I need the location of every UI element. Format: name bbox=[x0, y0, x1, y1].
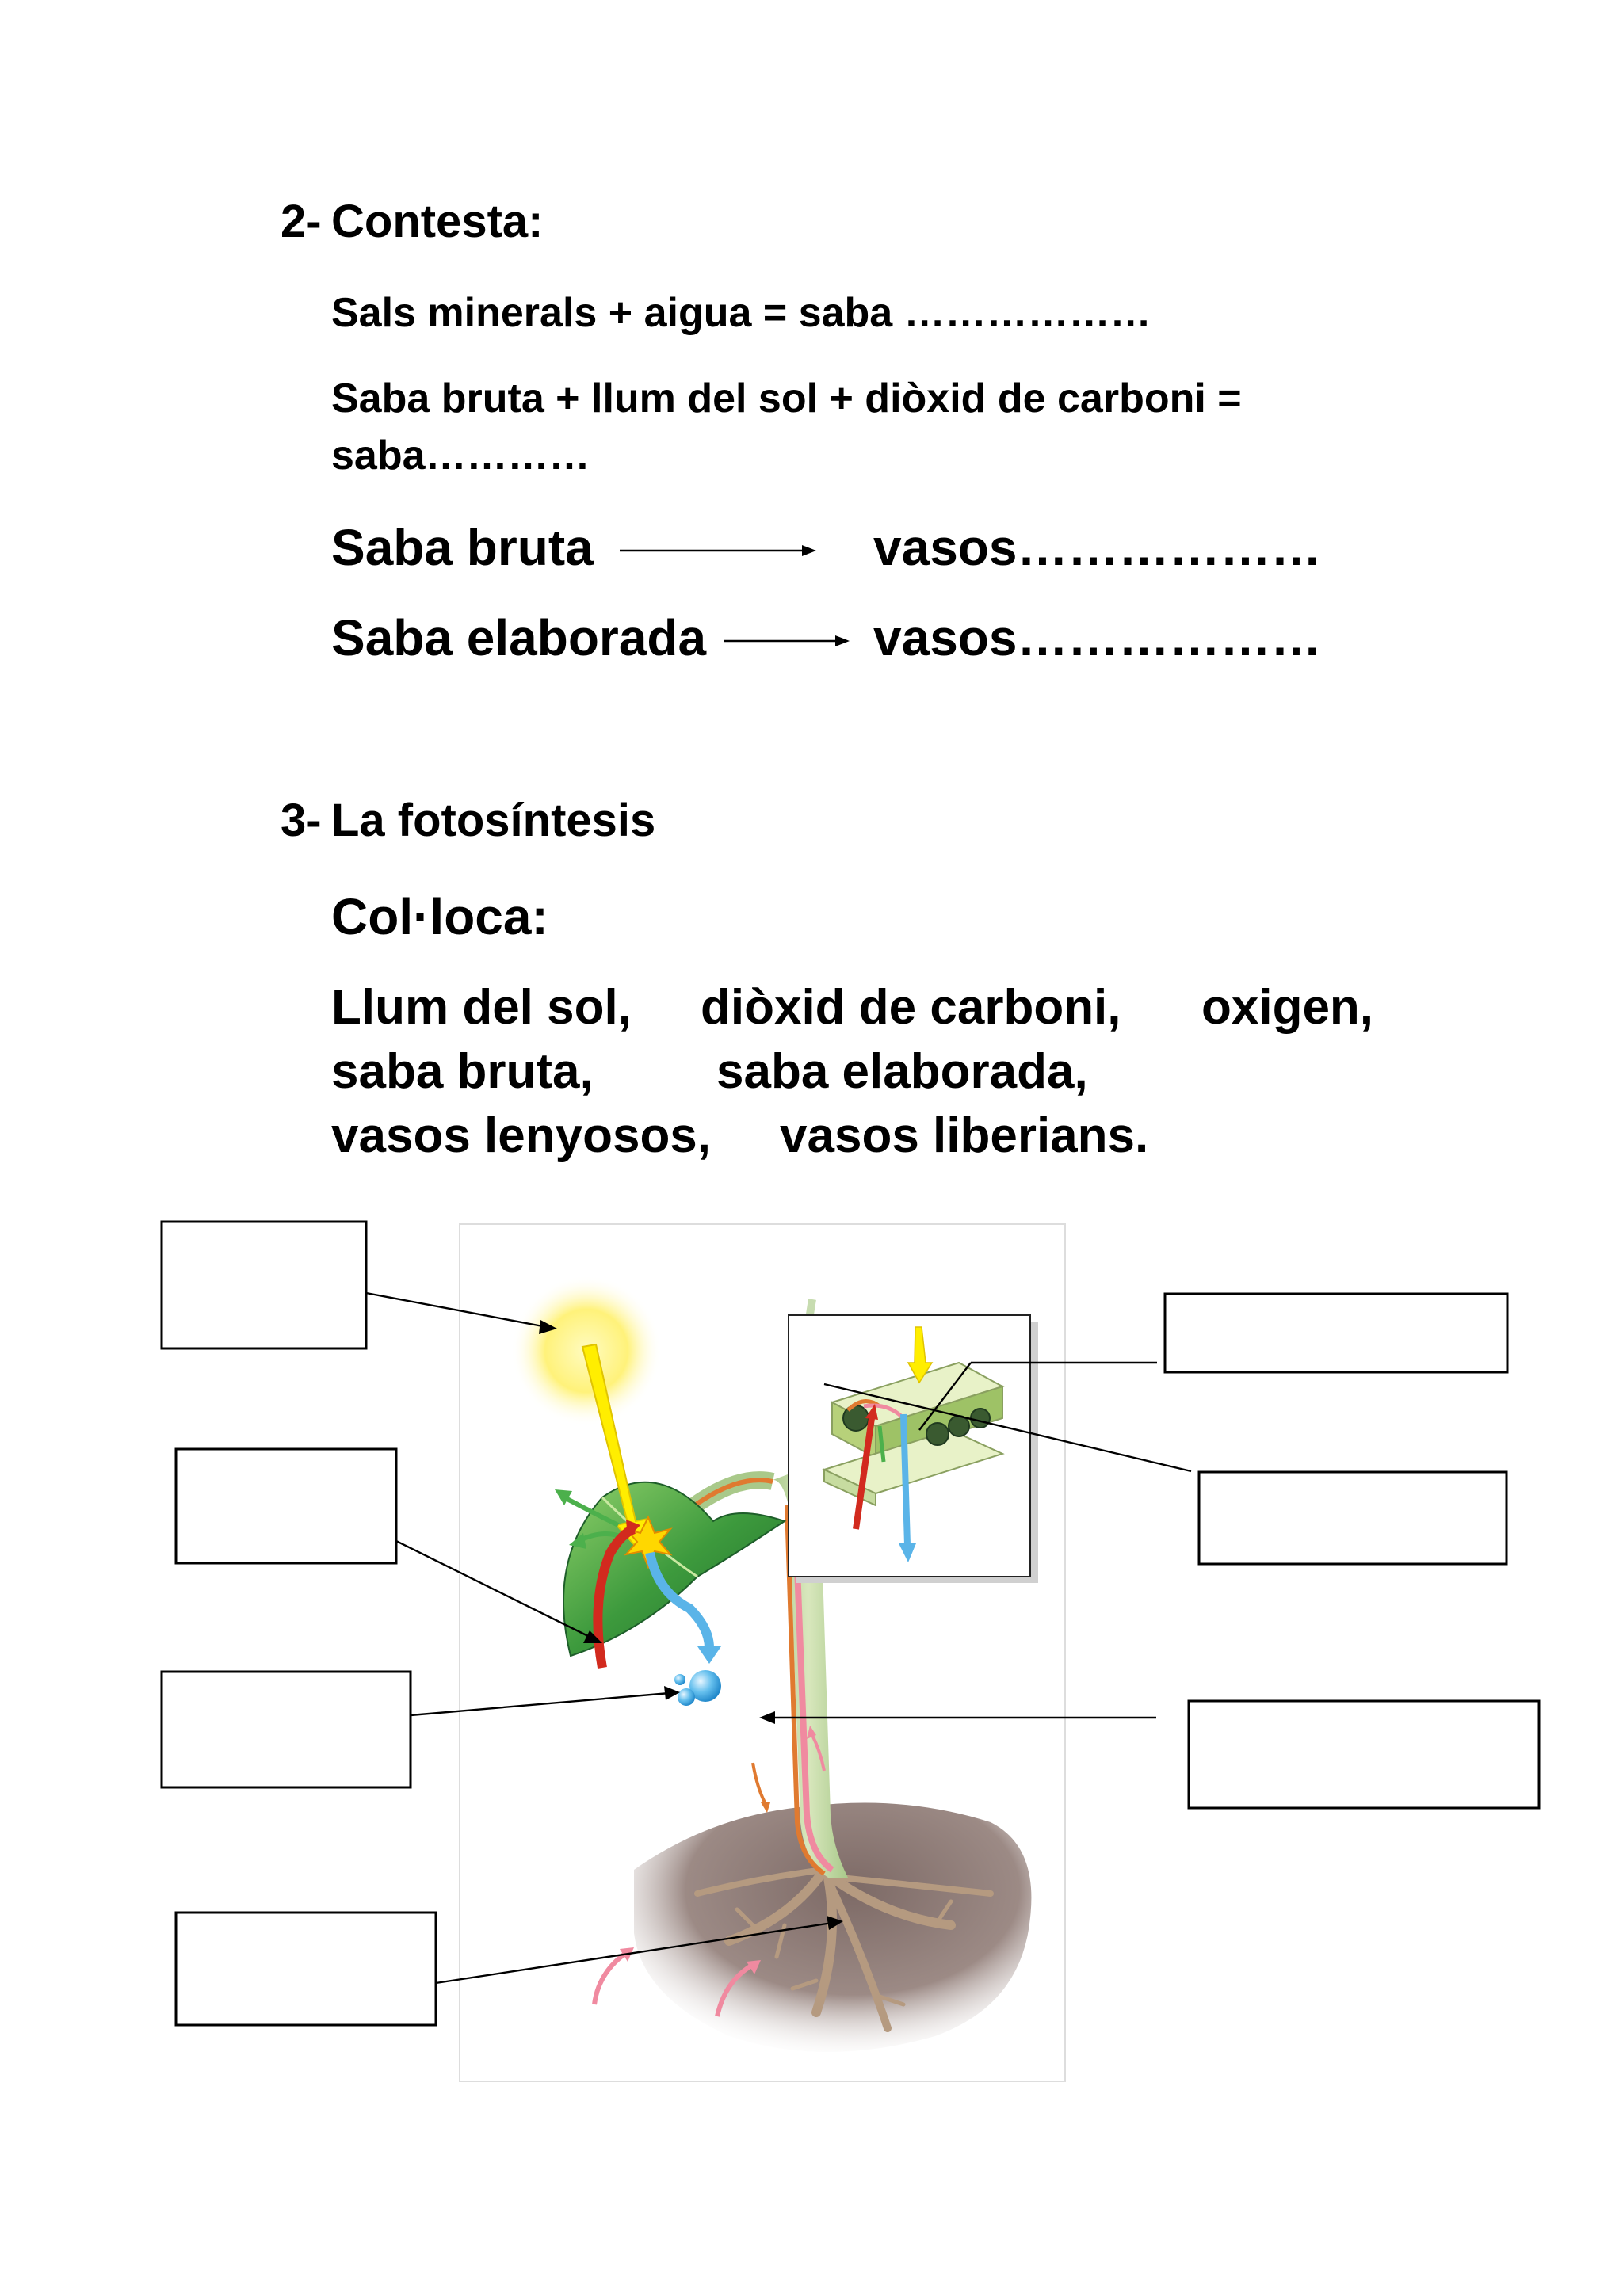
label-box-6[interactable] bbox=[1199, 1472, 1507, 1564]
label-box-7[interactable] bbox=[1189, 1701, 1539, 1808]
label-box-2[interactable] bbox=[176, 1449, 396, 1563]
word-llum-del-sol: Llum del sol, bbox=[331, 980, 632, 1035]
equation-line-1: Sals minerals + aigua = saba ……………… bbox=[331, 290, 1151, 336]
instruction: Col·loca: bbox=[331, 888, 548, 945]
word-vasos-liberians: vasos liberians. bbox=[780, 1108, 1149, 1163]
row2-left: Saba elaborada bbox=[331, 609, 707, 666]
word-saba-bruta: saba bruta, bbox=[331, 1044, 594, 1099]
equation-line-2b: saba………… bbox=[331, 433, 590, 479]
word-oxigen: oxigen, bbox=[1201, 980, 1374, 1035]
word-vasos-lenyosos: vasos lenyosos, bbox=[331, 1108, 712, 1163]
section2-number: 2- bbox=[281, 196, 322, 247]
section3-number: 3- bbox=[281, 795, 322, 846]
label-box-1[interactable] bbox=[162, 1222, 366, 1348]
equation-line-2a: Saba bruta + llum del sol + diòxid de carboni = bbox=[331, 376, 1242, 421]
section2-title: Contesta: bbox=[331, 196, 544, 247]
row1-right: vasos……………… bbox=[873, 519, 1322, 576]
row2-right: vasos……………… bbox=[873, 609, 1322, 666]
label-box-4[interactable] bbox=[176, 1913, 436, 2025]
label-box-5[interactable] bbox=[1165, 1294, 1507, 1372]
word-saba-elaborada: saba elaborada, bbox=[716, 1044, 1088, 1099]
section3-title: La fotosíntesis bbox=[331, 795, 656, 846]
word-dioxid-de-carboni: diòxid de carboni, bbox=[701, 980, 1121, 1035]
row1-left: Saba bruta bbox=[331, 519, 594, 576]
label-box-3[interactable] bbox=[162, 1672, 411, 1787]
leaf-cross-section-inset bbox=[789, 1315, 1038, 1583]
